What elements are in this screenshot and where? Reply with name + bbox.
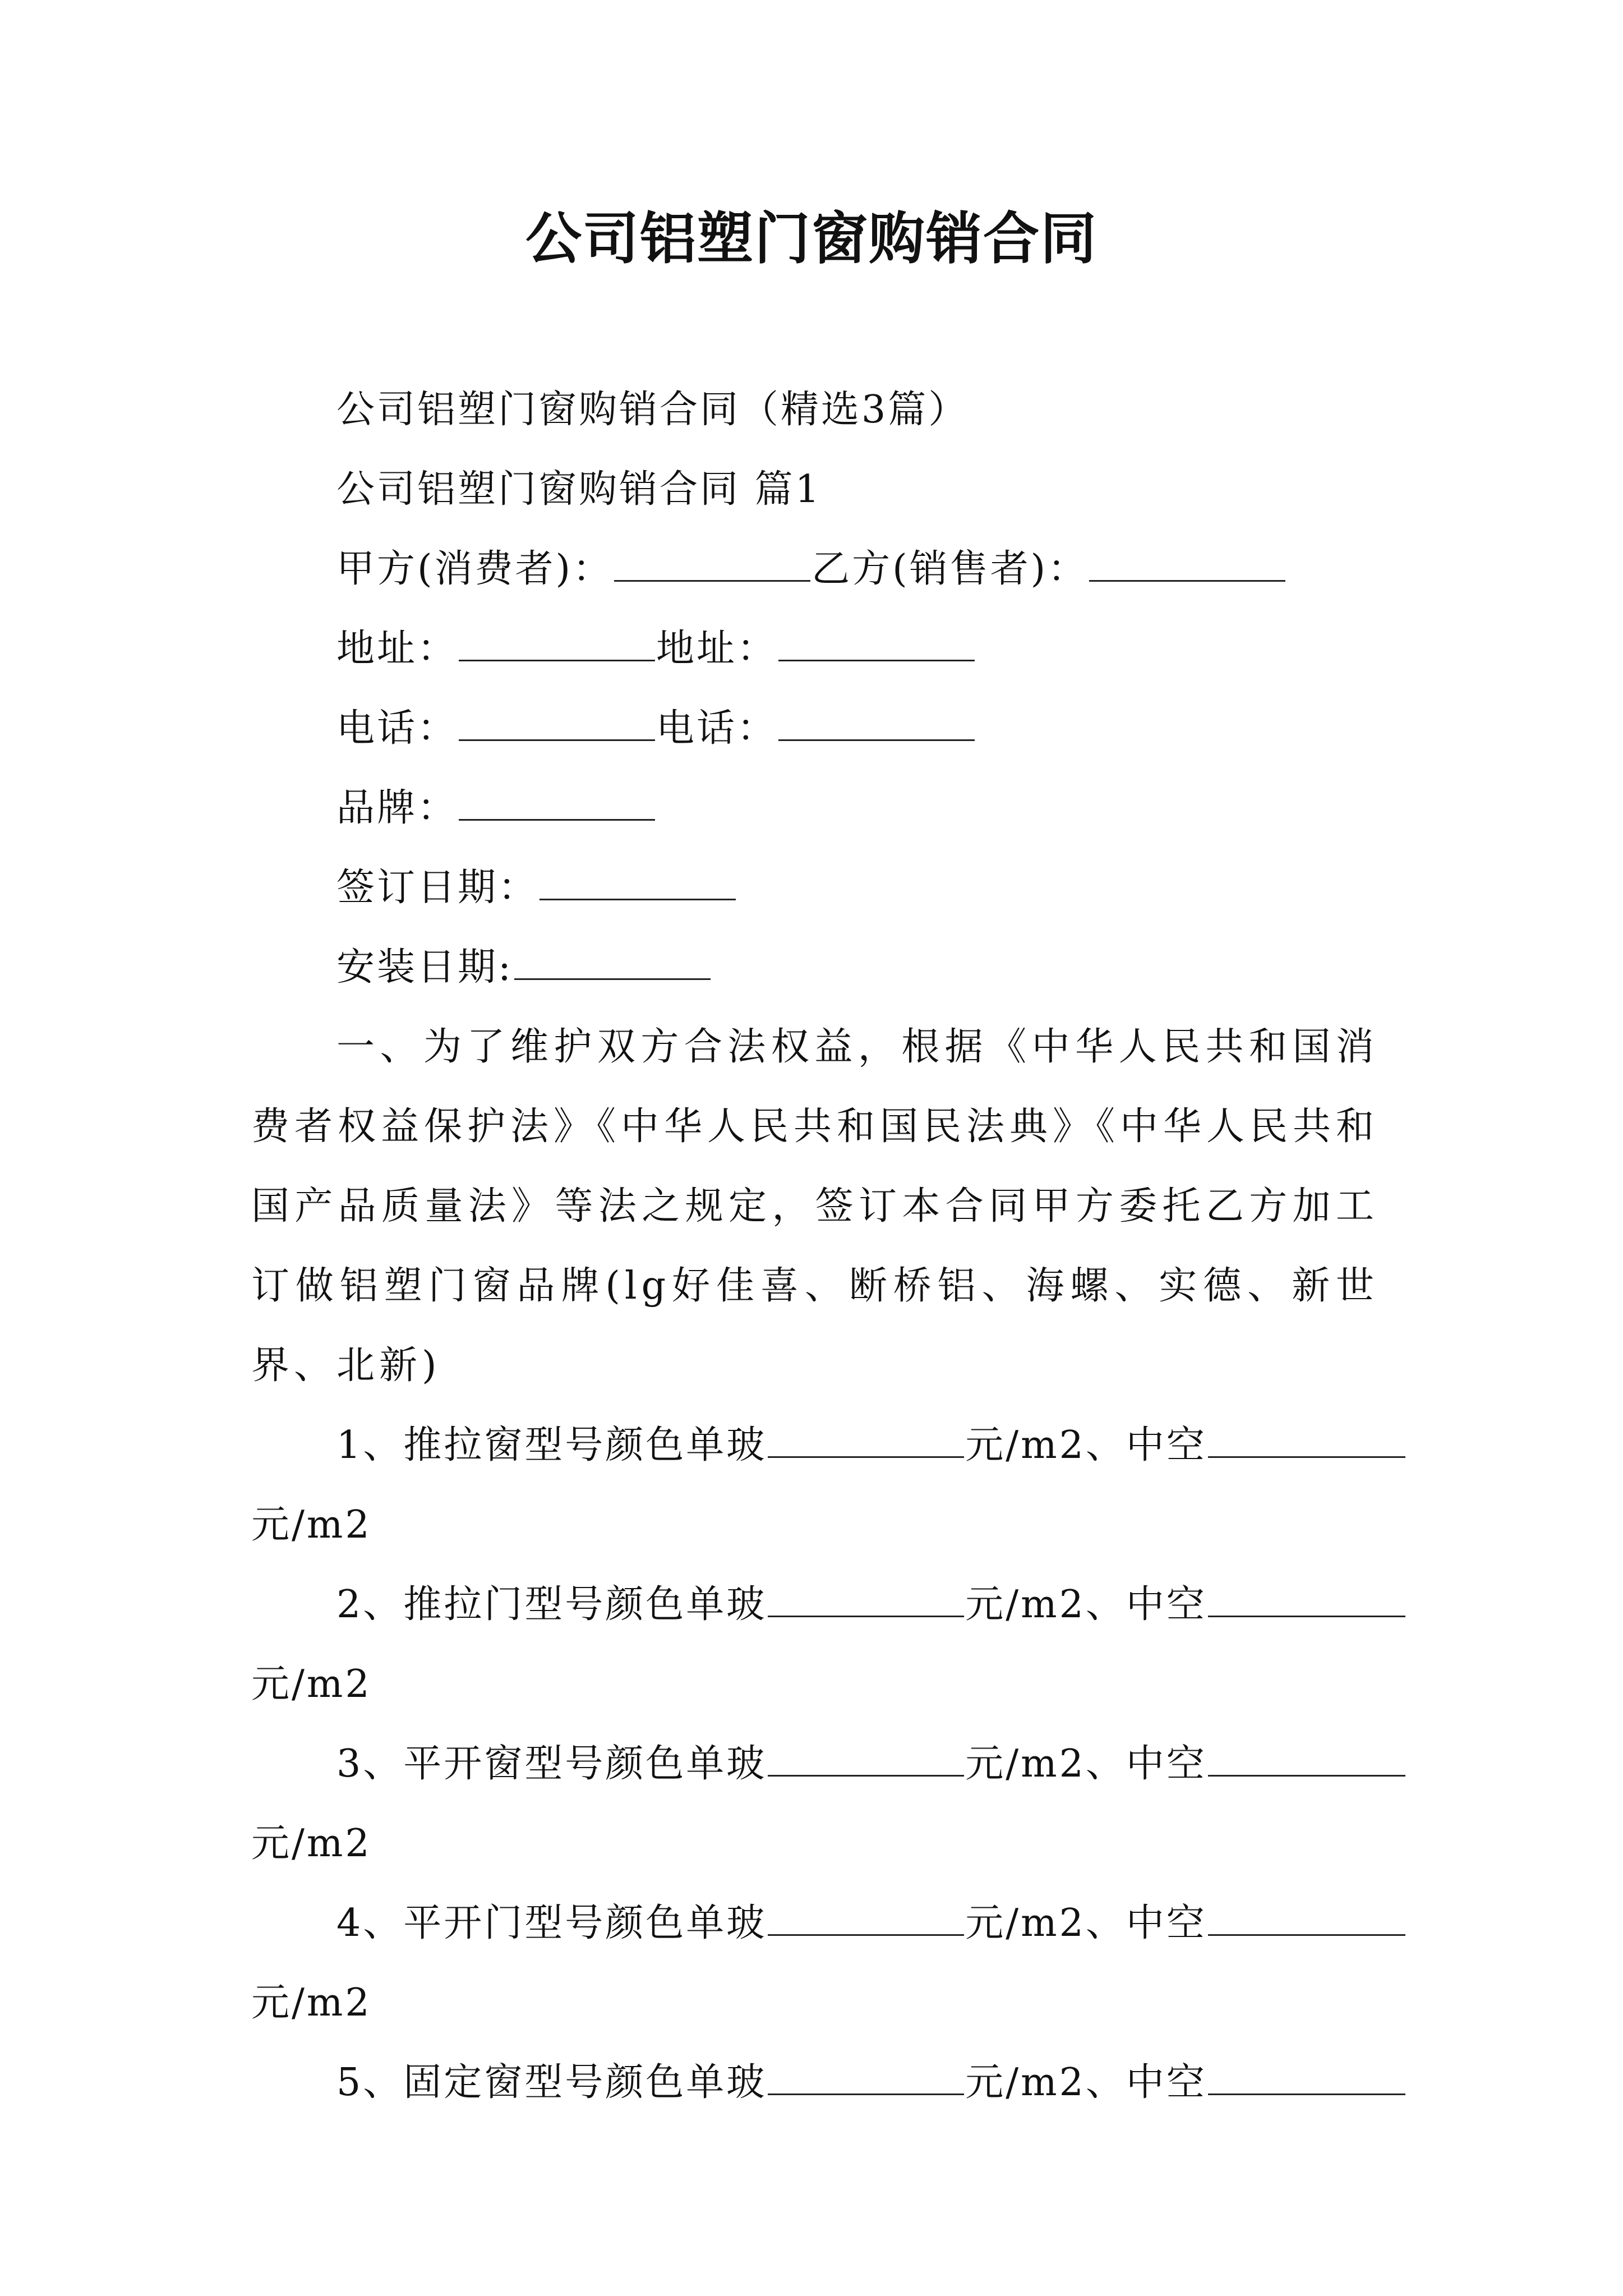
single-price-blank (768, 1742, 964, 1777)
price-item (251, 2043, 1378, 2123)
item-unit-single: 元/m2、中空 (965, 1901, 1207, 1945)
price-item (251, 1724, 1378, 1884)
brand-blank (459, 786, 655, 821)
single-price-blank (768, 2061, 964, 2095)
install-date-blank (514, 946, 711, 980)
phone-label-b: 电话： (656, 706, 778, 751)
brand-label: 品牌： (336, 786, 458, 830)
single-price-blank (768, 1902, 964, 1936)
sign-date-blank (540, 866, 736, 900)
phone-b-blank (778, 707, 975, 741)
sign-date-row (251, 848, 1378, 928)
address-label-b: 地址： (656, 627, 778, 671)
brand-row (251, 769, 1378, 848)
single-price-blank (768, 1583, 964, 1617)
party-b-blank (1089, 547, 1285, 582)
party-b-label: 乙方(销售者)： (811, 547, 1089, 591)
phone-row (251, 689, 1378, 769)
party-a-label: 甲方(消费者)： (336, 547, 614, 591)
item-unit-single: 元/m2、中空 (965, 1582, 1207, 1627)
document-body (251, 370, 1378, 2123)
item-unit-single: 元/m2、中空 (965, 1742, 1207, 1786)
address-row (251, 609, 1378, 689)
sign-date-label: 签订日期： (336, 866, 539, 910)
hollow-price-blank (1208, 1902, 1405, 1936)
phone-a-blank (459, 707, 655, 741)
address-b-blank (778, 627, 975, 661)
hollow-price-blank (1208, 1742, 1405, 1777)
install-date-label: 安装日期: (336, 945, 513, 990)
subtitle: 公司铝塑门窗购销合同（精选3篇） (336, 388, 969, 432)
item-unit-hollow: 元/m2 (251, 1662, 372, 1706)
item-unit-single: 元/m2、中空 (965, 2060, 1207, 2105)
item-unit-hollow: 元/m2 (251, 1503, 372, 1547)
item-label: 4、平开门型号颜色单玻 (336, 1901, 767, 1945)
hollow-price-blank (1208, 1583, 1405, 1617)
item-unit-single: 元/m2、中空 (965, 1423, 1207, 1467)
item-unit-hollow: 元/m2 (251, 1821, 372, 1866)
clause-one: 一、为了维护双方合法权益，根据《中华人民共和国消费者权益保护法》《中华人民共和国民法典》《中华人民共和国产品质量法》等法之规定，签订本合同甲方委托乙方加工订做铝塑门窗品牌(lg好佳喜、断桥铝、海螺、实德、新世界、北新) (251, 1025, 1378, 1388)
document-title: 公司铝塑门窗购销合同 (525, 205, 1098, 272)
item-label: 2、推拉门型号颜色单玻 (336, 1582, 767, 1627)
hollow-price-blank (1208, 1424, 1405, 1458)
price-item (251, 1406, 1378, 1565)
single-price-blank (768, 1424, 964, 1458)
address-a-blank (459, 627, 655, 661)
item-unit-hollow: 元/m2 (251, 1981, 372, 2025)
section-heading: 公司铝塑门窗购销合同 篇1 (336, 467, 822, 512)
party-row (251, 530, 1378, 609)
item-label: 1、推拉窗型号颜色单玻 (336, 1423, 767, 1467)
item-label: 3、平开窗型号颜色单玻 (336, 1742, 767, 1786)
price-item (251, 1565, 1378, 1724)
install-date-row (251, 928, 1378, 1007)
address-label-a: 地址： (336, 627, 458, 671)
phone-label-a: 电话： (336, 706, 458, 751)
item-label: 5、固定窗型号颜色单玻 (336, 2060, 767, 2105)
hollow-price-blank (1208, 2061, 1405, 2095)
price-item (251, 1884, 1378, 2043)
party-a-blank (614, 547, 810, 582)
